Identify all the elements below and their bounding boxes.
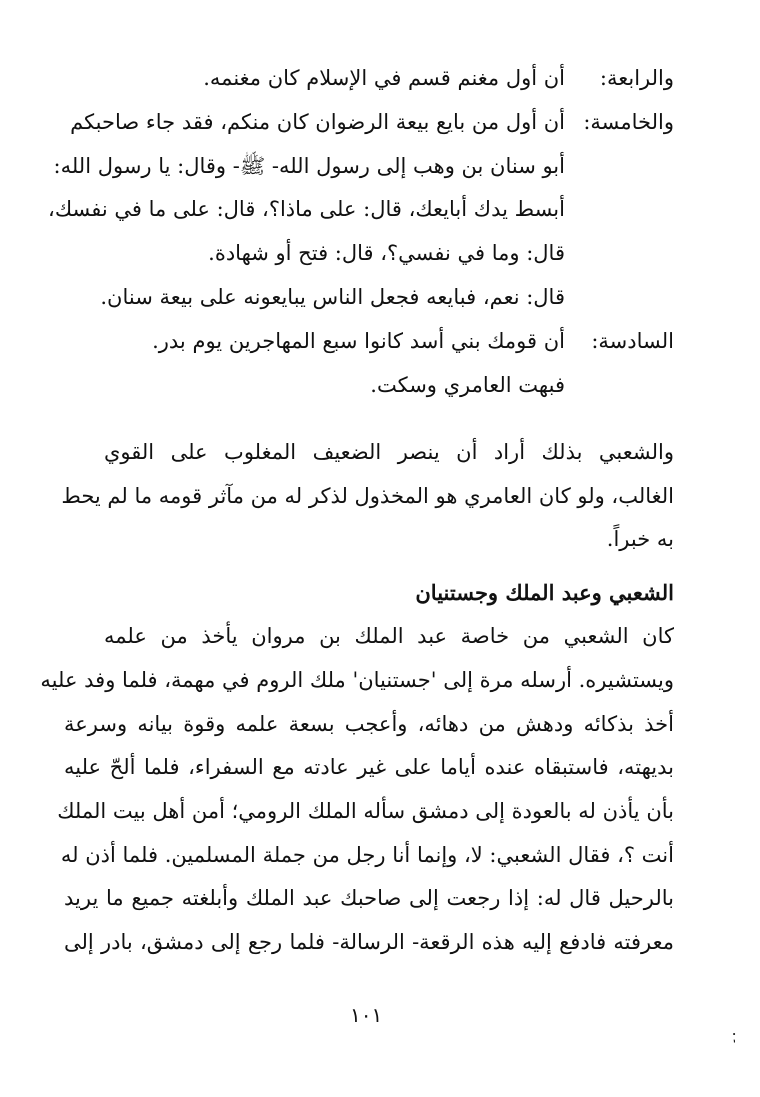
paragraph-line: بالرحيل قال له: إذا رجعت إلى صاحبك عبد الملك وأبلغته جميع ما يريد (64, 886, 674, 910)
item-text-fifth-line: قال: وما في نفسي؟، قال: فتح أو شهادة. (208, 241, 565, 265)
item-label-fifth: والخامسة: (583, 110, 674, 134)
item-text-fourth: أن أول مغنم قسم في الإسلام كان مغنمه. (203, 66, 565, 90)
paragraph-line: أخذ بذكائه ودهش من دهائه، وأعجب بسعة علمه وقوة بيانه وسرعة (64, 712, 674, 736)
item-text-fifth-line: أبو سنان بن وهب إلى رسول الله- ﷺ- وقال: يا رسول الله: (53, 154, 565, 178)
paragraph-line: الغالب، ولو كان العامري هو المخذول لذكر له من مآثر قومه ما لم يحط (61, 484, 674, 508)
paragraph-line: به خبراً. (606, 527, 674, 551)
item-text-fifth-line: أبسط يدك أبايعك، قال: على ماذا؟، قال: على ما في نفسك، (48, 197, 565, 221)
paragraph-line: معرفته فادفع إليه هذه الرقعة- الرسالة- فلما رجع إلى دمشق، بادر إلى (64, 930, 674, 954)
section-heading: الشعبي وعبد الملك وجستنيان (415, 580, 674, 605)
item-label-sixth: السادسة: (591, 329, 674, 353)
corner-mark: ·ٖ (730, 1027, 739, 1043)
item-text-sixth: أن قومك بني أسد كانوا سبع المهاجرين يوم بدر. (152, 329, 565, 353)
dialogue-closing: فبهت العامري وسكت. (370, 373, 565, 397)
item-text-fifth-line: قال: نعم، فبايعه فجعل الناس يبايعونه على بيعة سنان. (100, 285, 565, 309)
page-number: ١٠١ (350, 1003, 383, 1027)
paragraph-line: بأن يأذن له بالعودة إلى دمشق سأله الملك الرومي؛ أمن أهل بيت الملك (57, 799, 674, 823)
paragraph-line: بديهته، فاستبقاه عنده أياما على غير عادته مع السفراء، فلما ألحّ عليه (64, 755, 674, 779)
paragraph-line: أنت ؟، فقال الشعبي: لا، وإنما أنا رجل من جملة المسلمين. فلما أذن له (60, 843, 674, 867)
paragraph-line: ويستشيره. أرسله مرة إلى 'جستنيان' ملك الروم في مهمة، فلما وفد عليه (40, 668, 674, 692)
item-text-fifth-line: أن أول من بايع بيعة الرضوان كان منكم، فقد جاء صاحبكم (70, 110, 565, 134)
paragraph-line: والشعبي بذلك أراد أن ينصر الضعيف المغلوب على القوي (104, 440, 674, 464)
item-label-fourth: والرابعة: (599, 66, 674, 90)
paragraph-line: كان الشعبي من خاصة عبد الملك بن مروان يأخذ من علمه (104, 624, 674, 648)
